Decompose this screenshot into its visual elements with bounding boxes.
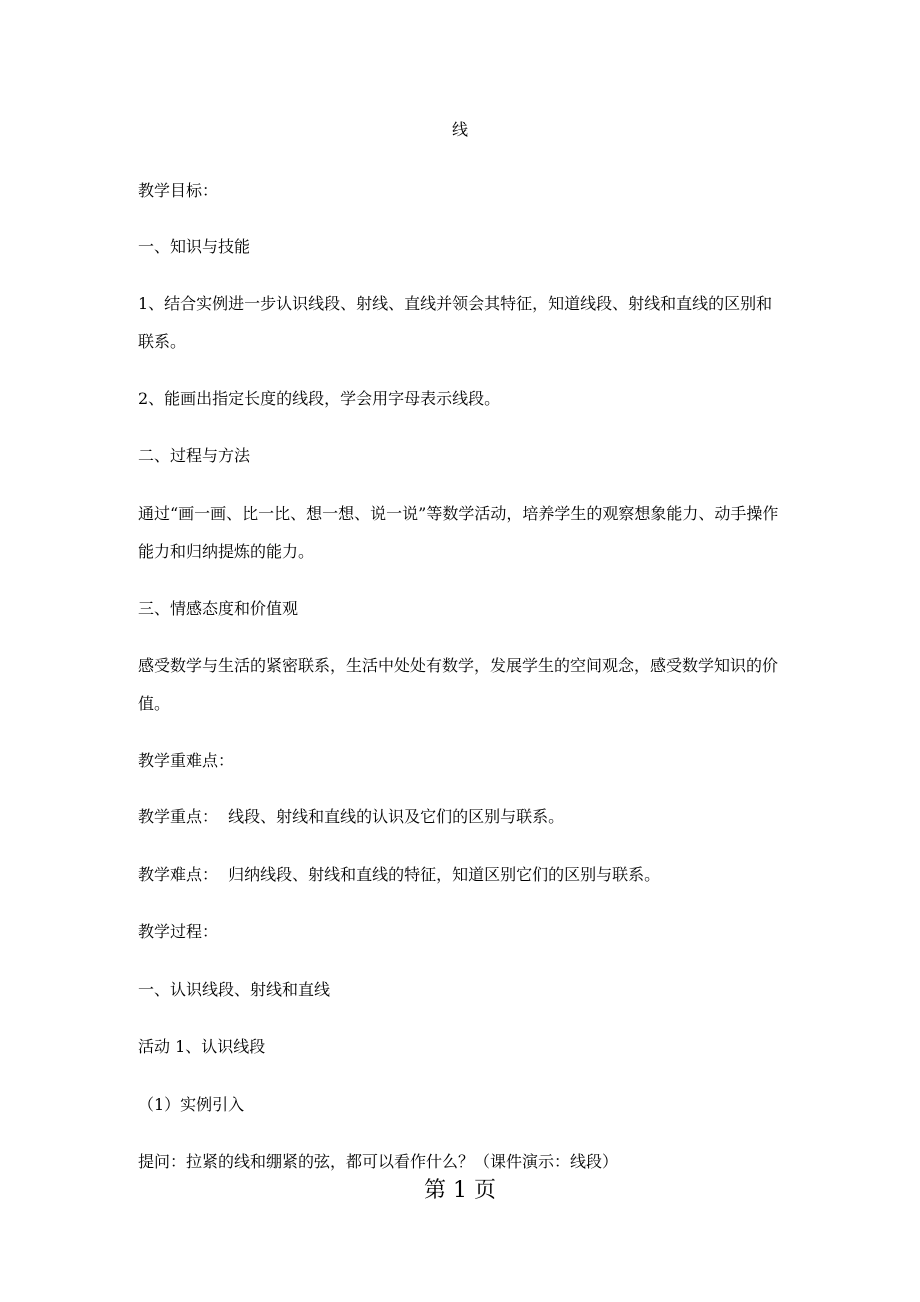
page-footer: 第 1 页	[424, 1178, 496, 1203]
paragraph-process-methods: 二、过程与方法	[138, 446, 251, 465]
paragraph-activity-1: 活动 1、认识线段	[138, 1037, 266, 1056]
paragraph-section-recognition: 一、认识线段、射线和直线	[138, 980, 331, 999]
paragraph-knowledge-skills: 一、知识与技能	[138, 237, 251, 256]
paragraph-objective-2: 2、能画出指定长度的线段，学会用字母表示线段。	[138, 389, 501, 408]
paragraph-question: 提问：拉紧的线和绷紧的弦，都可以看作什么？（课件演示：线段）	[138, 1152, 619, 1171]
paragraph-key-point: 教学重点： 线段、射线和直线的认识及它们的区别与联系。	[138, 807, 565, 826]
paragraph-emotion-description: 感受数学与生活的紧密联系，生活中处处有数学，发展学生的空间观念，感受数学知识的价值。	[138, 656, 779, 713]
paragraph-emotion-values: 三、情感态度和价值观	[138, 599, 299, 618]
paragraph-objective-1: 1、结合实例进一步认识线段、射线、直线并领会其特征，知道线段、射线和直线的区别和联系。	[138, 294, 773, 351]
document-title: 线	[451, 120, 468, 139]
paragraph-key-difficulties: 教学重难点：	[138, 751, 235, 770]
paragraph-difficult-point: 教学难点： 归纳线段、射线和直线的特征，知道区别它们的区别与联系。	[138, 865, 661, 884]
paragraph-process-description: 通过“画一画、比一比、想一想、说一说”等数学活动，培养学生的观察想象能力、动手操作能力和归纳提炼的能力。	[138, 504, 779, 561]
paragraph-teaching-process: 教学过程：	[138, 922, 219, 941]
paragraph-example-intro: （1）实例引入	[138, 1095, 245, 1114]
paragraph-teaching-goals: 教学目标：	[138, 181, 219, 200]
